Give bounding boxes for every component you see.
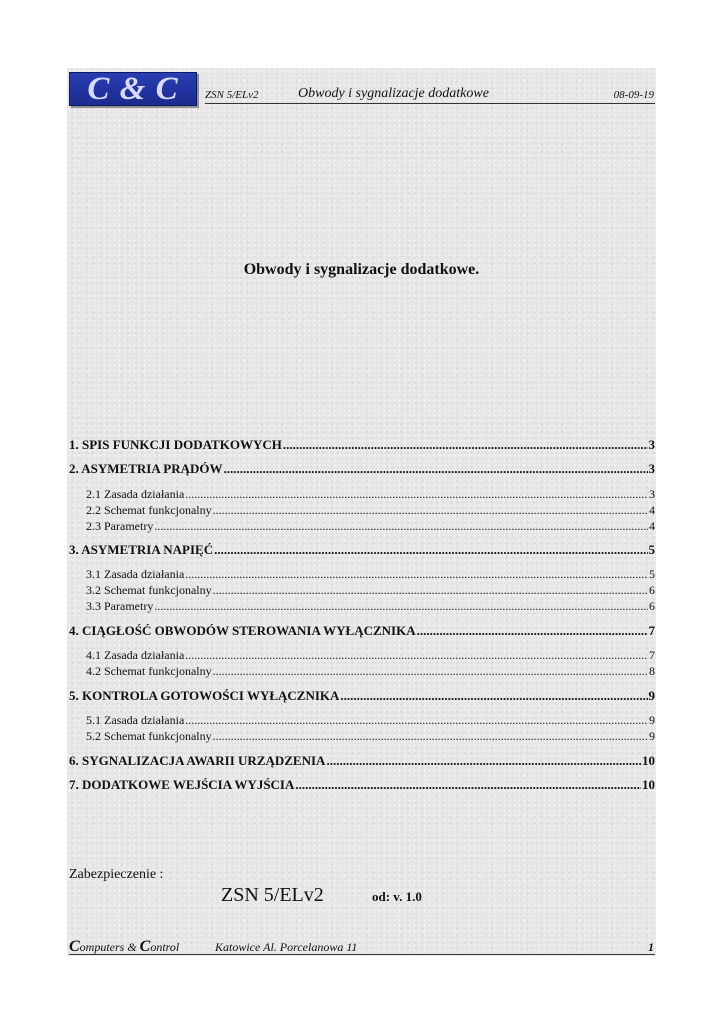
version-label: od: v. 1.0 xyxy=(372,889,422,904)
toc-leader xyxy=(340,688,647,704)
toc-entry-page: 7 xyxy=(648,623,655,638)
toc-entry-page: 6 xyxy=(649,599,655,613)
toc-entry-page: 9 xyxy=(649,713,655,727)
toc-entry[interactable] xyxy=(69,647,655,663)
toc-entry-label: 2.1 Zasada działania xyxy=(86,487,185,501)
toc-entry[interactable] xyxy=(69,753,655,769)
toc-entry-page: 3 xyxy=(648,461,655,476)
toc-leader xyxy=(185,712,648,728)
toc-entry[interactable] xyxy=(69,502,655,518)
toc-entry-page: 4 xyxy=(649,519,655,533)
toc-leader xyxy=(213,728,648,744)
toc-leader xyxy=(213,502,648,518)
toc-entry[interactable] xyxy=(69,712,655,728)
device-name: ZSN 5/ELv2 xyxy=(221,884,324,906)
toc-entry-label: 5. KONTROLA GOTOWOŚCI WYŁĄCZNIKA xyxy=(69,688,340,703)
toc-entry-label: 7. DODATKOWE WEJŚCIA WYJŚCIA xyxy=(69,777,295,792)
toc-leader xyxy=(417,623,648,639)
toc-leader xyxy=(213,582,648,598)
toc-entry[interactable] xyxy=(69,598,655,614)
toc-leader xyxy=(154,598,648,614)
toc-entry[interactable] xyxy=(69,461,655,477)
toc-entry-label: 1. SPIS FUNKCJI DODATKOWYCH xyxy=(69,437,282,452)
toc-leader xyxy=(185,486,648,502)
toc-entry-label: 3.1 Zasada działania xyxy=(86,567,185,581)
page-number: 1 xyxy=(648,940,654,954)
footer-company-initial: C xyxy=(69,938,80,955)
footer-rule xyxy=(69,954,655,955)
toc-entry-label: 4.1 Zasada działania xyxy=(86,648,185,662)
toc-entry-label: 4. CIĄGŁOŚĆ OBWODÓW STEROWANIA WYŁĄCZNIKA xyxy=(69,623,416,638)
header-title: Obwody i sygnalizacje dodatkowe xyxy=(298,86,489,101)
header-code: ZSN 5/ELv2 xyxy=(205,89,259,101)
toc-entry-label: 2.3 Parametry xyxy=(86,519,154,533)
toc-entry-page: 3 xyxy=(648,437,655,452)
header-date: 08-09-19 xyxy=(613,89,654,101)
toc-entry-label: 2.2 Schemat funkcjonalny xyxy=(86,503,212,517)
toc-entry[interactable] xyxy=(69,582,655,598)
toc-entry[interactable] xyxy=(69,542,655,558)
protection-label: Zabezpieczenie : xyxy=(69,867,164,882)
toc-entry-label: 3. ASYMETRIA NAPIĘĆ xyxy=(69,542,214,557)
toc-entry-page: 10 xyxy=(642,777,655,792)
document-title: Obwody i sygnalizacje dodatkowe. xyxy=(243,261,480,278)
toc-entry[interactable] xyxy=(69,663,655,679)
toc-entry[interactable] xyxy=(69,437,655,453)
toc-entry-page: 9 xyxy=(648,688,655,703)
footer-address: Katowice Al. Porcelanowa 11 xyxy=(215,940,358,954)
toc-entry[interactable] xyxy=(69,518,655,534)
toc-entry-page: 7 xyxy=(649,648,655,662)
toc-entry[interactable] xyxy=(69,486,655,502)
toc-leader xyxy=(154,518,648,534)
toc-entry-label: 5.2 Schemat funkcjonalny xyxy=(86,729,212,743)
toc-leader xyxy=(185,647,648,663)
toc-leader xyxy=(214,542,647,558)
toc-entry[interactable] xyxy=(69,566,655,582)
toc-entry-label: 3.2 Schemat funkcjonalny xyxy=(86,583,212,597)
toc-entry-page: 4 xyxy=(649,503,655,517)
toc-entry-label: 2. ASYMETRIA PRĄDÓW xyxy=(69,461,223,476)
toc-entry-label: 6. SYGNALIZACJA AWARII URZĄDZENIA xyxy=(69,753,326,768)
toc-leader xyxy=(185,566,648,582)
toc-entry-page: 8 xyxy=(649,664,655,678)
table-of-contents xyxy=(69,437,655,793)
toc-leader xyxy=(213,663,648,679)
toc-entry[interactable] xyxy=(69,728,655,744)
toc-entry-page: 10 xyxy=(642,753,655,768)
toc-entry-label: 4.2 Schemat funkcjonalny xyxy=(86,664,212,678)
toc-leader xyxy=(326,753,641,769)
toc-entry-label: 3.3 Parametry xyxy=(86,599,154,613)
toc-entry[interactable] xyxy=(69,688,655,704)
toc-entry-page: 5 xyxy=(649,567,655,581)
toc-entry[interactable] xyxy=(69,623,655,639)
footer-company-text: omputers & xyxy=(79,940,140,954)
header-rule xyxy=(205,103,655,104)
toc-leader xyxy=(224,461,648,477)
toc-entry-page: 5 xyxy=(648,542,655,557)
footer-company-initial: C xyxy=(139,938,151,955)
toc-entry[interactable] xyxy=(69,777,655,793)
toc-leader xyxy=(283,437,648,453)
toc-entry-page: 6 xyxy=(649,583,655,597)
company-logo: C & C xyxy=(69,72,197,106)
toc-entry-label: 5.1 Zasada działania xyxy=(86,713,185,727)
footer-company-text: ontrol xyxy=(150,940,180,954)
toc-entry-page: 9 xyxy=(649,729,655,743)
toc-entry-page: 3 xyxy=(649,487,655,501)
toc-leader xyxy=(295,777,641,793)
